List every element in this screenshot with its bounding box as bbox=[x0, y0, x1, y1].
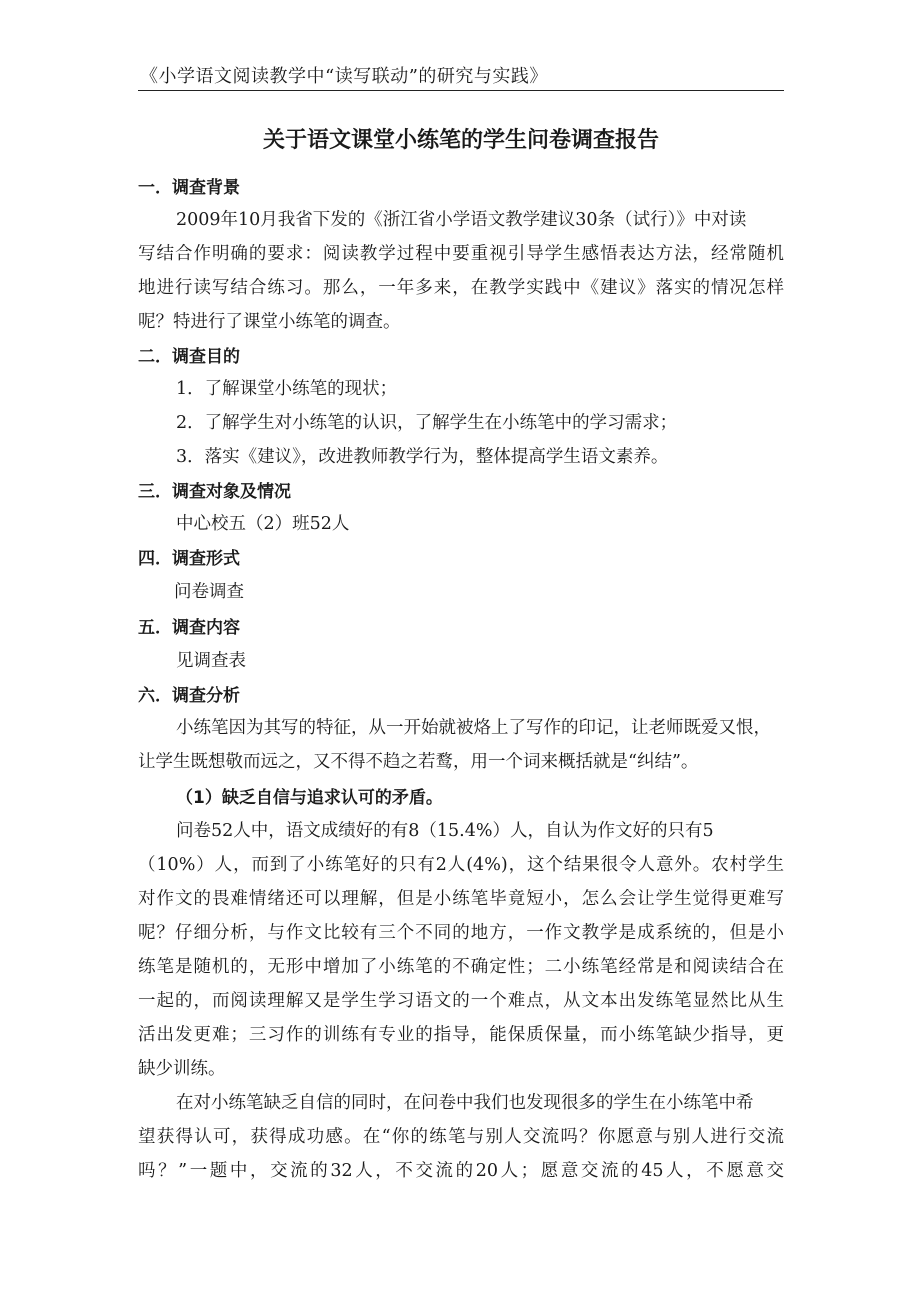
running-header: 《小学语文阅读教学中“读写联动”的研究与实践》 bbox=[140, 66, 548, 87]
background-line-4: 呢？特进行了课堂小练笔的调查。 bbox=[138, 312, 401, 332]
para3-line-1: 在对小练笔缺乏自信的同时，在问卷中我们也发现很多的学生在小练笔中希 bbox=[176, 1093, 754, 1113]
purpose-item-3: 3．落实《建议》，改进教师教学行为，整体提高学生语文素养。 bbox=[176, 447, 669, 467]
para2-line-4: 呢？仔细分析，与作文比较有三个不同的地方，一作文教学是成系统的，但是小 bbox=[138, 923, 784, 943]
document-title: 关于语文课堂小练笔的学生问卷调查报告 bbox=[262, 128, 659, 153]
form-line: 问卷调查 bbox=[174, 582, 244, 602]
para2-line-2: （10%）人，而到了小练笔好的只有2人(4%)，这个结果很令人意外。农村学生 bbox=[138, 855, 784, 875]
subjects-line: 中心校五（2）班52人 bbox=[176, 514, 350, 534]
background-line-2: 写结合作明确的要求：阅读教学过程中要重视引导学生感悟表达方法，经常随机 bbox=[138, 244, 784, 264]
para3-line-2: 望获得认可，获得成功感。在“你的练笔与别人交流吗？你愿意与别人进行交流 bbox=[138, 1127, 784, 1147]
para2-line-3: 对作文的畏难情绪还可以理解，但是小练笔毕竟短小，怎么会让学生觉得更难写 bbox=[138, 889, 784, 909]
section-heading-form: 四．调查形式 bbox=[138, 549, 240, 569]
para2-line-8: 缺少训练。 bbox=[138, 1059, 226, 1079]
section-heading-analysis: 六．调查分析 bbox=[138, 686, 240, 706]
para2-line-6: 一起的，而阅读理解又是学生学习语文的一个难点，从文本出发练笔显然比从生 bbox=[138, 991, 784, 1011]
content-line: 见调查表 bbox=[176, 651, 246, 671]
para2-line-7: 活出发更难；三习作的训练有专业的指导，能保质保量，而小练笔缺少指导，更 bbox=[138, 1025, 784, 1045]
analysis-subheading: （1）缺乏自信与追求认可的矛盾。 bbox=[176, 788, 443, 808]
header-rule bbox=[138, 90, 784, 91]
background-line-1: 2009年10月我省下发的《浙江省小学语文教学建议30条（试行）》中对读 bbox=[176, 210, 747, 230]
analysis-line-2: 让学生既想敬而远之，又不得不趋之若鹜，用一个词来概括就是“纠结”。 bbox=[138, 752, 699, 772]
para2-line-5: 练笔是随机的，无形中增加了小练笔的不确定性；二小练笔经常是和阅读结合在 bbox=[138, 957, 784, 977]
para2-line-1: 问卷52人中，语文成绩好的有8（15.4%）人，自认为作文好的只有5 bbox=[176, 821, 714, 841]
purpose-item-1: 1．了解课堂小练笔的现状； bbox=[176, 379, 398, 399]
purpose-item-2: 2．了解学生对小练笔的认识，了解学生在小练笔中的学习需求； bbox=[176, 413, 678, 433]
analysis-line-1: 小练笔因为其写的特征，从一开始就被烙上了写作的印记，让老师既爱又恨， bbox=[176, 718, 771, 738]
para3-line-3: 吗？”一题中，交流的32人，不交流的20人；愿意交流的45人，不愿意交 bbox=[138, 1161, 784, 1181]
section-heading-content: 五．调查内容 bbox=[138, 618, 240, 638]
section-heading-background: 一．调查背景 bbox=[138, 178, 240, 198]
background-line-3: 地进行读写结合练习。那么，一年多来，在教学实践中《建议》落实的情况怎样 bbox=[138, 278, 784, 298]
section-heading-subjects: 三．调查对象及情况 bbox=[138, 482, 291, 502]
section-heading-purpose: 二．调查目的 bbox=[138, 347, 240, 367]
